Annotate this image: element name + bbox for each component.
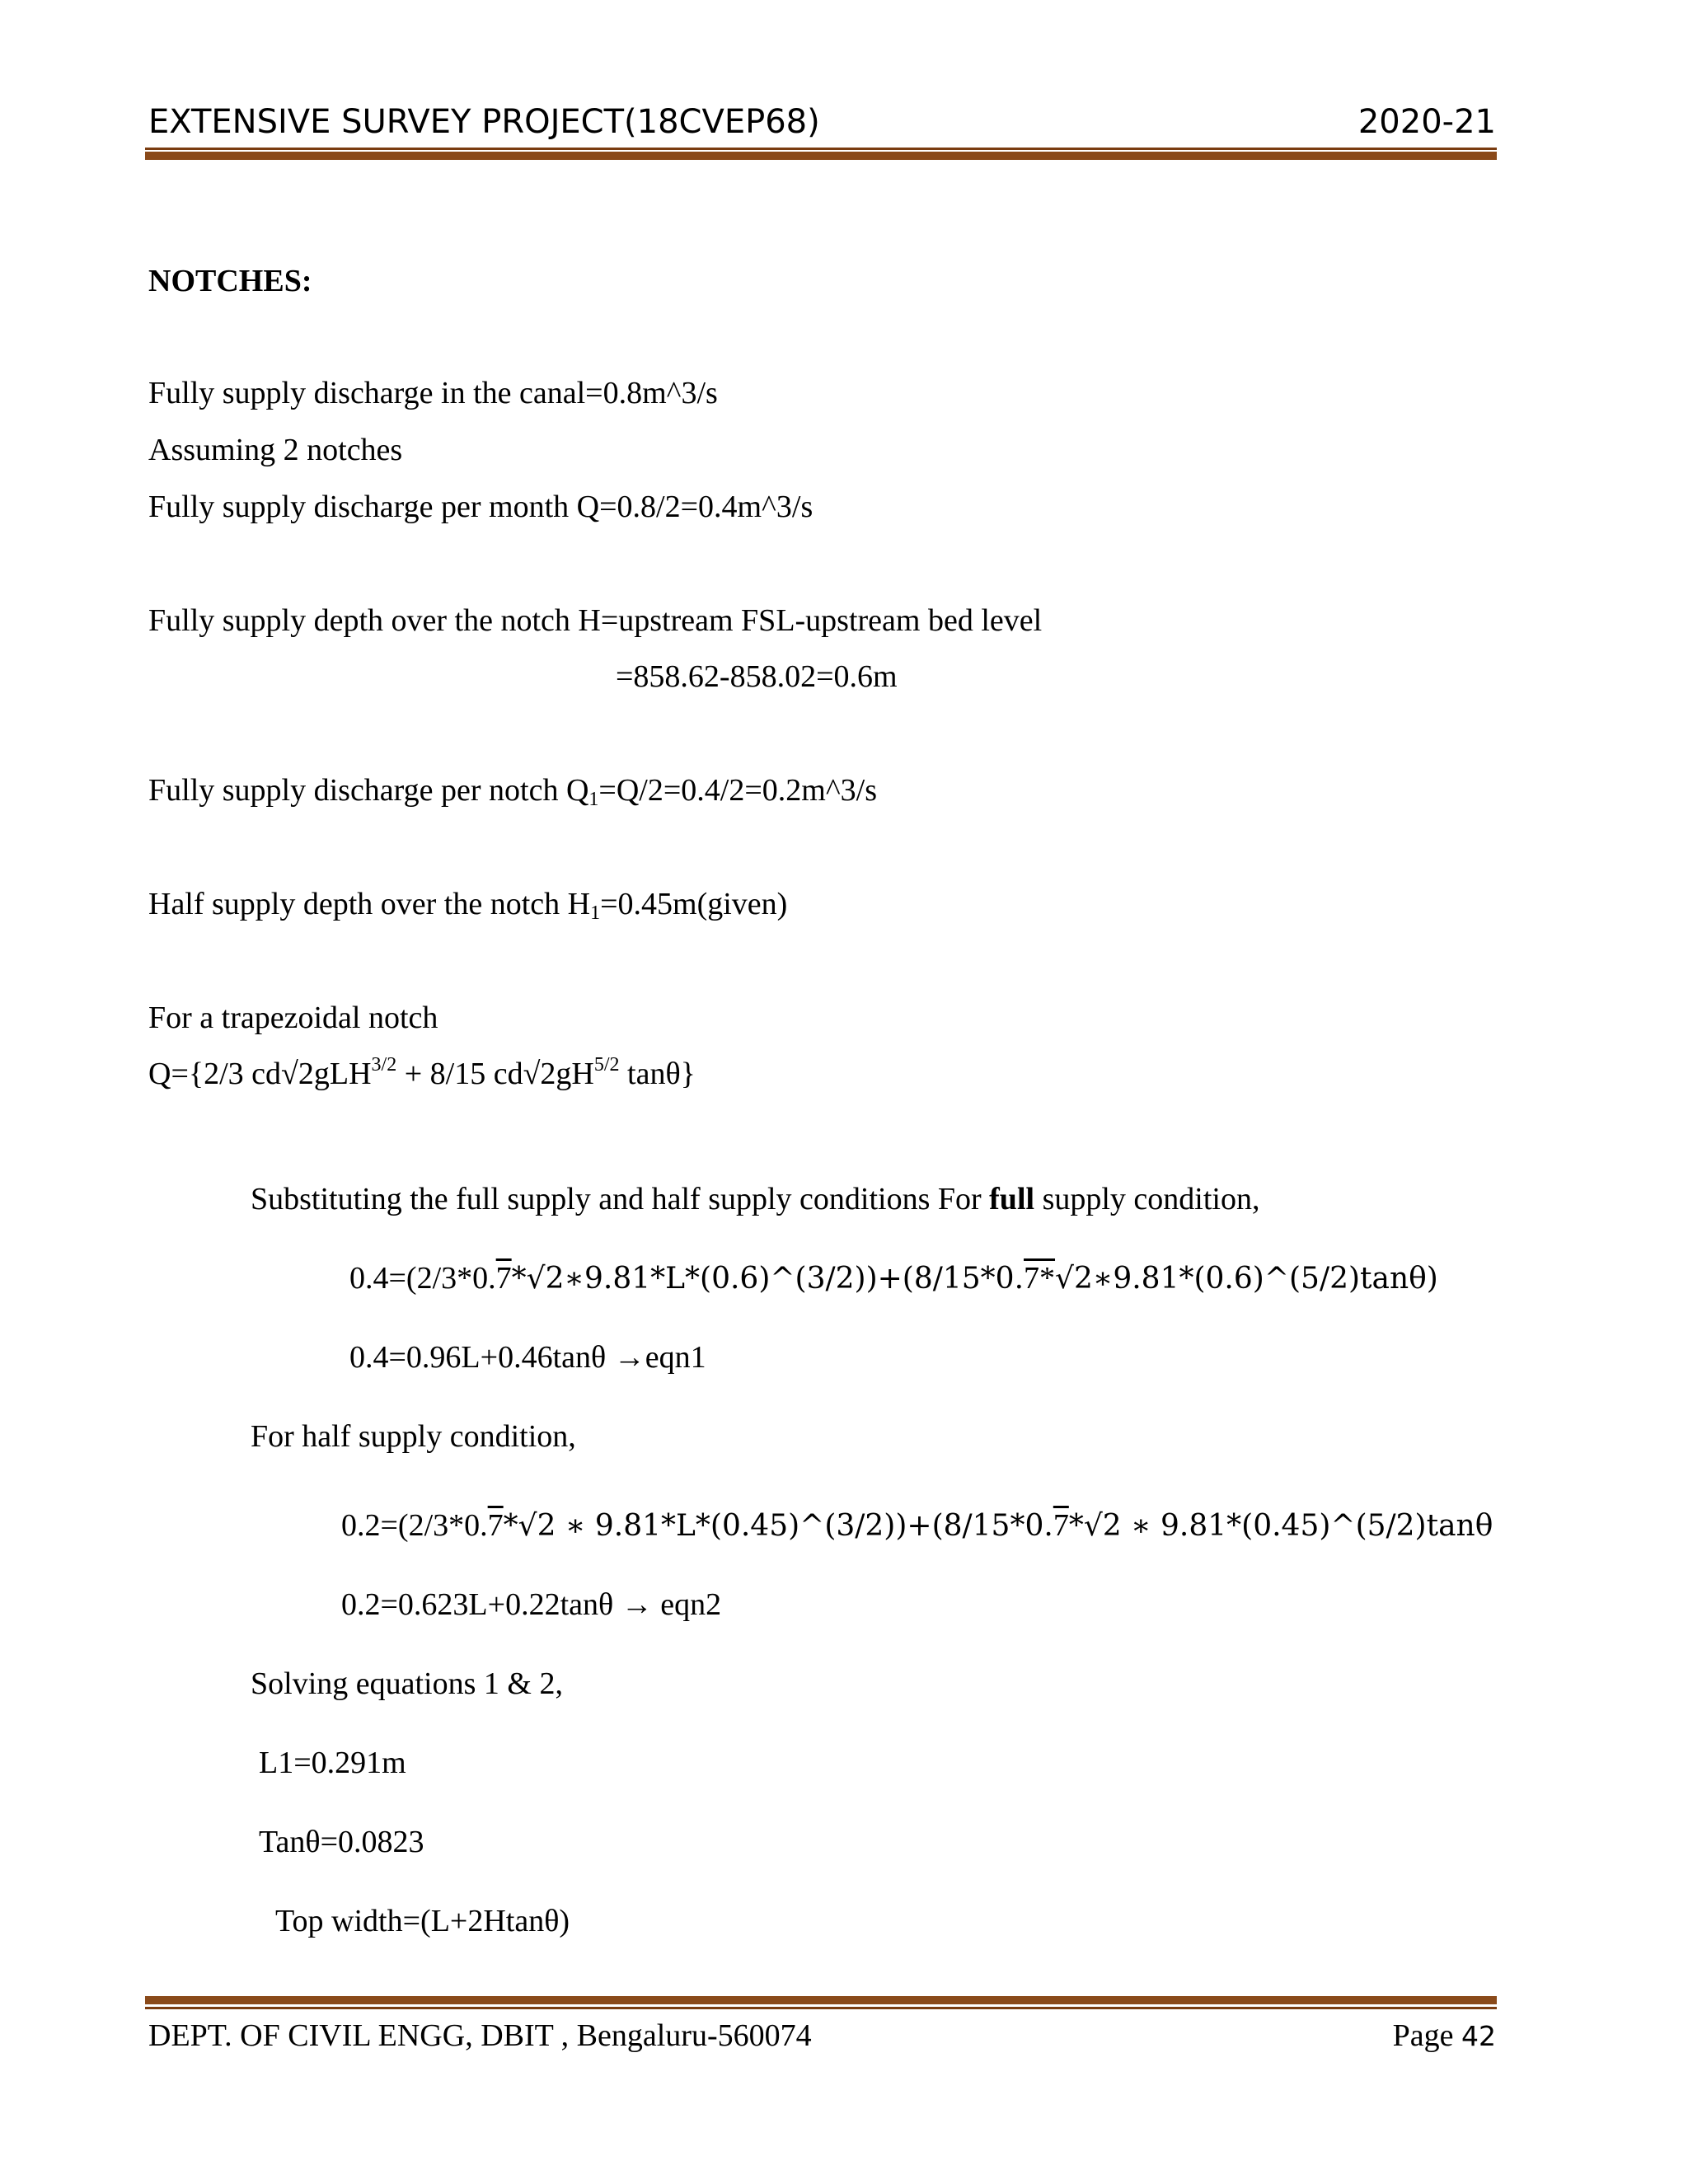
line-tan: Tanθ=0.0823 (259, 1825, 424, 1859)
line-full-equation (349, 1258, 1438, 1300)
formula-sup-2: 5/2 (593, 1054, 620, 1076)
footer-page-number: 42 (1461, 2020, 1496, 2052)
line-full-discharge: Fully supply discharge in the canal=0.8m^3/s (148, 376, 718, 410)
full-eq-part-1: 0.4=(2/3*0. (349, 1261, 496, 1296)
line-solving: Solving equations 1 & 2, (251, 1666, 563, 1701)
full-eq-overline-1: 7 (495, 1261, 512, 1296)
per-notch-suffix: =Q/2=0.4/2=0.2m^3/s (598, 773, 877, 808)
subst-prefix: Substituting the full supply and half supply conditions For (251, 1182, 990, 1216)
header-rule-thick (145, 152, 1497, 160)
line-depth: Fully supply depth over the notch H=upstream FSL-upstream bed level (148, 603, 1043, 638)
line-top-width: Top width=(L+2Htanθ) (275, 1904, 570, 1938)
header-rule-thin (145, 148, 1497, 150)
full-eq-overline-2: 7* (1024, 1261, 1056, 1296)
line-l1: L1=0.291m (259, 1746, 406, 1780)
footer-page-label: Page (1392, 2018, 1454, 2053)
footer-rule-thin (145, 2007, 1497, 2009)
half-eq-overline-2: 7 (1053, 1508, 1069, 1543)
footer-page (1393, 2013, 1496, 2060)
footer-rule-thick (145, 1996, 1497, 2004)
half-eq-part-5: *√2 ∗ 9.81*(0.45)^(5/2)tanθ (1068, 1509, 1493, 1543)
half-eq-overline-1: 7 (487, 1508, 504, 1543)
section-heading: NOTCHES: (148, 264, 312, 298)
formula-part-b: + 8/15 cd√2gH (396, 1057, 594, 1091)
formula-part-a: Q={2/3 cd√2gLH (148, 1057, 372, 1091)
subst-suffix: supply condition, (1034, 1182, 1260, 1216)
formula-sup-1: 3/2 (371, 1054, 397, 1076)
line-eqn1: 0.4=0.96L+0.46tanθ →eqn1 (349, 1340, 706, 1375)
half-eq-part-3: *√2 ∗ 9.81*L*(0.45)^(3/2))+(8/15*0. (503, 1509, 1053, 1543)
line-depth-calc: =858.62-858.02=0.6m (616, 659, 898, 694)
line-per-month: Fully supply discharge per month Q=0.8/2=0.4m^3/s (148, 490, 814, 524)
line-assuming: Assuming 2 notches (148, 433, 403, 467)
subst-bold: full (989, 1182, 1035, 1216)
header-year: 2020-21 (1357, 103, 1496, 141)
half-depth-prefix: Half supply depth over the notch H (148, 887, 591, 921)
line-per-notch (148, 770, 877, 811)
full-eq-part-3: *√2∗9.81*L*(0.6)^(3/2))+(8/15*0. (511, 1262, 1025, 1296)
half-depth-subscript: 1 (590, 902, 601, 924)
line-eqn2: 0.2=0.623L+0.22tanθ → eqn2 (341, 1587, 722, 1622)
line-trapezoidal-label: For a trapezoidal notch (148, 1001, 438, 1035)
line-half-label: For half supply condition, (251, 1419, 576, 1454)
per-notch-prefix: Fully supply discharge per notch Q (148, 773, 589, 808)
header-title: EXTENSIVE SURVEY PROJECT(18CVEP68) (148, 103, 820, 141)
line-trapezoidal-formula (148, 1053, 696, 1094)
footer-dept: DEPT. OF CIVIL ENGG, DBIT , Bengaluru-560074 (148, 2018, 812, 2053)
line-half-depth (148, 883, 787, 925)
line-half-equation (341, 1505, 1493, 1547)
per-notch-subscript: 1 (588, 789, 599, 810)
half-eq-part-1: 0.2=(2/3*0. (341, 1508, 488, 1543)
half-depth-suffix: =0.45m(given) (600, 887, 788, 921)
full-eq-part-5: √2∗9.81*(0.6)^(5/2)tanθ) (1055, 1262, 1438, 1296)
line-substituting (251, 1179, 1259, 1220)
formula-part-c: tanθ} (619, 1057, 696, 1091)
